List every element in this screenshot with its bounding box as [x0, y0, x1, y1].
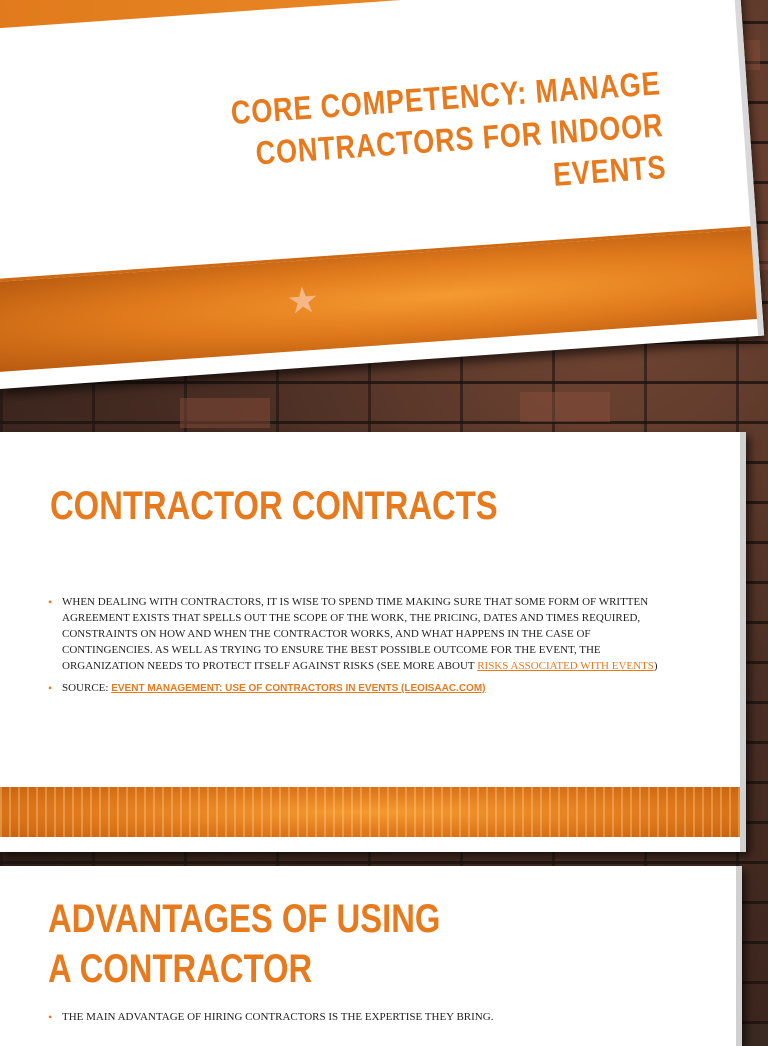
brick [520, 392, 610, 422]
bullet-text: THE MAIN ADVANTAGE OF HIRING CONTRACTORS IS THE EXPERTISE THEY BRING. [62, 1011, 494, 1023]
advantages-slide [0, 866, 742, 1046]
slide-title: CORE COMPETENCY: MANAGE CONTRACTORS FOR INDOOR EVENTS [229, 64, 668, 193]
bullet-text-end: ) [653, 660, 658, 672]
brick [180, 398, 270, 428]
risks-link[interactable]: RISKS ASSOCIATED WITH EVENTS [477, 660, 654, 672]
title-slide [0, 0, 764, 389]
source-link[interactable]: EVENT MANAGEMENT: USE OF CONTRACTORS IN EVENTS (LEOISAAC.COM) [111, 683, 486, 694]
bottom-accent-band [0, 787, 740, 837]
bullet-list [48, 1009, 678, 1031]
contractor-contracts-slide [0, 432, 746, 852]
bullet-item [48, 1009, 678, 1025]
top-accent-bar [0, 0, 733, 30]
bullet-list [48, 594, 678, 703]
star-icon: ★ [285, 279, 321, 322]
bullet-item [48, 680, 678, 697]
bullet-text: WHEN DEALING WITH CONTRACTORS, IT IS WISE TO SPEND TIME MAKING SURE THAT SOME FORM OF WRITTEN AGREEMENT EXISTS THAT SPELLS OUT THE SCOPE OF THE WORK, THE PRICING, DATES AND TIMES REQUIRED, CONSTRAINTS ON HOW AND WHEN THE CONTRACTOR WORKS, AND WHAT HAPPENS IN THE CASE OF CONTINGENCIES. AS WELL AS TRYING TO ENSURE THE BEST POSSIBLE OUTCOME FOR THE EVENT, THE ORGANIZATION NEEDS TO PROTECT ITSELF AGAINST RISKS (SEE MORE ABOUT [62, 596, 649, 672]
slide-title: CONTRACTOR CONTRACTS [50, 484, 498, 528]
slide-title: ADVANTAGES OF USING A CONTRACTOR [48, 897, 441, 991]
source-label: SOURCE: [62, 682, 112, 694]
bullet-item [48, 594, 678, 674]
